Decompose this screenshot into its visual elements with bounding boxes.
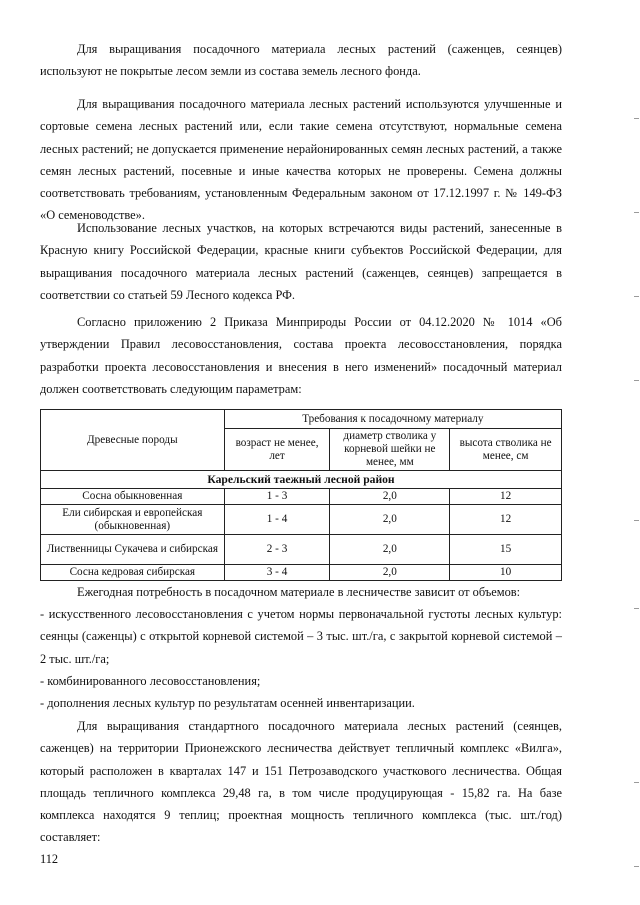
region-row: Карельский таежный лесной район xyxy=(41,471,562,489)
age-cell: 3 - 4 xyxy=(224,565,330,581)
scan-mark xyxy=(634,520,639,521)
species-cell: Сосна обыкновенная xyxy=(41,489,225,505)
age-cell: 1 - 3 xyxy=(224,489,330,505)
age-cell: 2 - 3 xyxy=(224,535,330,565)
requirements-header: Требования к посадочному материалу xyxy=(224,410,561,429)
diameter-cell: 2,0 xyxy=(330,565,450,581)
paragraph-seeds: Для выращивания посадочного материала лесных растений используются улучшенные и сортовые семена лесных растений или, если такие семена отсутствуют, нормальные семена лесных растений; не допускается применение нерайонированных семян лесных растений, а также семян лесных растений, посевные и иные качества которых не проверены. Семена должны соответствовать требованиям, установленным Федеральным законом от 17.12.1997 г. № 149-ФЗ «О семеноводстве». xyxy=(40,97,562,223)
page-number: 112 xyxy=(40,852,59,866)
paragraph-annual-need: Ежегодная потребность в посадочном материале в лесничестве зависит от объемов: xyxy=(77,585,521,599)
species-cell: Лиственницы Сукачева и сибирская xyxy=(41,535,225,565)
table-row xyxy=(41,565,562,581)
scan-edge-marks xyxy=(632,0,640,905)
paragraph-order-1014: Согласно приложению 2 Приказа Минприроды России от 04.12.2020 № 1014 «Об утверждении Правил лесовосстановления, состава проекта лесовосстановления, порядка разработки проекта лесовосстановления и внесения в него изменений» посадочный материал должен соответствовать следующим параметрам: xyxy=(40,315,562,396)
age-cell: 1 - 4 xyxy=(224,505,330,535)
planting-material-table xyxy=(40,409,562,581)
list-item-artificial: - искусственного лесовосстановления с учетом нормы первоначальной густоты лесных культур: сеянцы (саженцы) с открытой корневой системой – 3 тыс. шт./га, с закрытой корневой системой – 2 тыс. шт./га; xyxy=(40,607,562,666)
species-cell: Ели сибирская и европейская (обыкновенная) xyxy=(41,505,225,535)
scan-mark xyxy=(634,782,639,783)
table-row xyxy=(41,505,562,535)
scan-mark xyxy=(634,212,639,213)
table-row xyxy=(41,535,562,565)
species-cell: Сосна кедровая сибирская xyxy=(41,565,225,581)
height-cell: 15 xyxy=(450,535,562,565)
height-cell: 12 xyxy=(450,505,562,535)
height-cell: 12 xyxy=(450,489,562,505)
list-item-supplement: - дополнения лесных культур по результатам осенней инвентаризации. xyxy=(40,696,415,710)
diameter-header: диаметр стволика у корневой шейки не менее, мм xyxy=(330,429,450,471)
scan-mark xyxy=(634,380,639,381)
diameter-cell: 2,0 xyxy=(330,505,450,535)
scan-mark xyxy=(634,118,639,119)
diameter-cell: 2,0 xyxy=(330,489,450,505)
height-cell: 10 xyxy=(450,565,562,581)
diameter-cell: 2,0 xyxy=(330,535,450,565)
paragraph-nursery-land: Для выращивания посадочного материала лесных растений (саженцев, сеянцев) используют не покрытые лесом земли из состава земель лесного фонда. xyxy=(40,42,562,79)
species-header: Древесные породы xyxy=(41,410,225,471)
height-header: высота стволика не менее, см xyxy=(450,429,562,471)
list-item-combined: - комбинированного лесовосстановления; xyxy=(40,674,261,688)
scan-mark xyxy=(634,608,639,609)
paragraph-red-book: Использование лесных участков, на которых встречаются виды растений, занесенные в Красную книгу Российской Федерации, красные книги субъектов Российской Федерации, для выращивания посадочного материала лесных растений (саженцев, сеянцев) запрещается в соответствии со статьей 59 Лесного кодекса РФ. xyxy=(40,221,562,302)
scan-mark xyxy=(634,866,639,867)
scan-mark xyxy=(634,296,639,297)
paragraph-vilga: Для выращивания стандартного посадочного материала лесных растений (сеянцев, саженцев) на территории Прионежского лесничества действует тепличный комплекс «Вилга», который расположен в кварталах 147 и 151 Петрозаводского участкового лесничества. Общая площадь тепличного комплекса 29,48 га, в том числе продуцирующая - 15,82 га. На базе комплекса находятся 9 теплиц; проектная мощность тепличного комплекса (тыс. шт./год) составляет: xyxy=(40,719,562,845)
table-row xyxy=(41,489,562,505)
age-header: возраст не менее, лет xyxy=(224,429,330,471)
